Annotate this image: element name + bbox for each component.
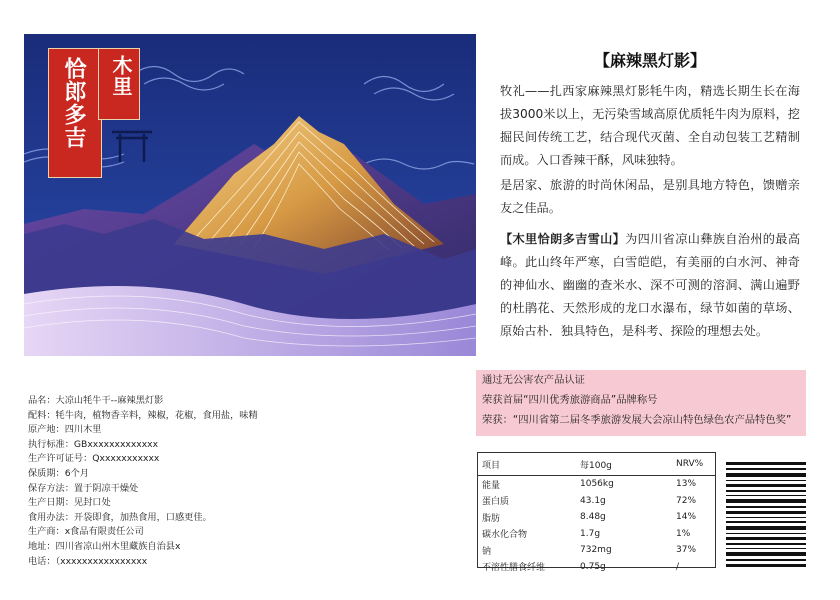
nutrient-nrv: 13% xyxy=(676,479,697,490)
nutrient-name: 能量 xyxy=(482,480,501,491)
info-line: 电话：（xxxxxxxxxxxxxxxx xyxy=(28,555,148,567)
info-line: 保质期：6个月 xyxy=(28,467,89,479)
nutrition-header: 项目 xyxy=(478,453,576,476)
nutrient-name: 钠 xyxy=(482,546,492,557)
info-line: 配料：牦牛肉，植物香辛料，辣椒，花椒，食用盐，味精 xyxy=(28,409,258,421)
barcode xyxy=(726,462,806,570)
nutrition-row xyxy=(478,559,715,576)
nutrient-nrv: 37% xyxy=(676,545,697,556)
nutrient-amount: 732mg xyxy=(580,545,612,556)
brand-name-secondary: 木里 xyxy=(109,55,133,97)
nutrient-name: 脂肪 xyxy=(482,513,501,524)
certification-item: 通过无公害农产品认证 xyxy=(482,374,585,386)
nutrition-table xyxy=(477,452,716,574)
nutrient-nrv: 14% xyxy=(676,512,697,523)
nutrient-amount: 1056kg xyxy=(580,479,614,490)
brand-seal-secondary xyxy=(98,48,140,120)
info-line: 生产许可证号：Qxxxxxxxxxxx xyxy=(28,453,160,465)
description-paragraph-1: 牧礼——扎西家麻辣黑灯影牦牛肉，精选长期生长在海拔3000米以上，无污染雪域高原优质牦牛肉为原料，挖掘民间传统工艺，结合现代灭菌、全自动包装工艺精制而成。入口香辣干酥，风味独特。 xyxy=(500,84,800,167)
info-line: 执行标准：GBxxxxxxxxxxxxx xyxy=(28,438,159,450)
description-paragraph-3 xyxy=(500,228,800,343)
info-line: 保存方法：置于阴凉干燥处 xyxy=(28,482,139,494)
product-info xyxy=(28,394,388,569)
nutrient-amount: 43.1g xyxy=(580,495,606,506)
nutrient-amount: 8.48g xyxy=(580,512,606,523)
nutrition-header: 每100g xyxy=(576,453,672,476)
nutrition-header-row xyxy=(478,453,715,476)
info-line: 品名：大凉山牦牛干--麻辣黑灯影 xyxy=(28,395,164,406)
nutrition-row xyxy=(478,476,715,493)
certifications-box xyxy=(476,370,806,436)
nutrition-header: NRV% xyxy=(672,453,715,476)
nutrient-nrv: / xyxy=(676,561,680,572)
nutrition-row xyxy=(478,526,715,543)
brand-name-primary: 恰郎多吉 xyxy=(61,57,87,149)
nutrient-nrv: 72% xyxy=(676,495,697,506)
info-line: 生产商：x食品有限责任公司 xyxy=(28,526,144,538)
barcode-graphic xyxy=(726,462,806,570)
nutrient-amount: 1.7g xyxy=(580,528,601,539)
nutrient-nrv: 1% xyxy=(676,528,691,539)
nutrition-row xyxy=(478,542,715,559)
mountain-description: 为四川省凉山彝族自治州的最高峰。此山终年严寒，白雪皑皑，有美丽的白水河、神奇的神仙水、幽幽的查米水、深不可测的溶洞、满山遍野的杜鹃花、天然形成的龙口水瀑布，绿节如菌的草场、原始古朴．独具特色，是科考、探险的理想去处。 xyxy=(500,232,801,338)
nutrient-amount: 0.75g xyxy=(580,561,606,572)
nutrient-name: 蛋白质 xyxy=(482,497,510,508)
brand-seal xyxy=(48,48,102,178)
nutrition-row xyxy=(478,493,715,510)
certification-item: 荣获：“四川省第二届冬季旅游发展大会凉山特色绿色农产品特色奖” xyxy=(482,414,792,426)
nutrition-row xyxy=(478,509,715,526)
info-line: 地址：四川省凉山州木里藏族自治县x xyxy=(28,540,181,552)
info-line: 原产地：四川木里 xyxy=(28,424,102,436)
product-title: 【麻辣黑灯影】 xyxy=(593,51,706,70)
nutrient-name: 碳水化合物 xyxy=(482,530,528,541)
info-line: 生产日期：见封口处 xyxy=(28,497,111,509)
mountain-title: 【木里恰朗多吉雪山】 xyxy=(500,232,626,246)
nutrient-name: 不溶性膳食纤维 xyxy=(482,563,546,574)
certification-item: 荣获首届“四川优秀旅游商品”品牌称号 xyxy=(482,394,658,406)
info-line: 食用办法：开袋即食，加热食用，口感更佳。 xyxy=(28,511,212,523)
description-paragraph-2: 是居家、旅游的时尚休闲品，是别具地方特色，馈赠亲友之佳品。 xyxy=(500,178,800,215)
